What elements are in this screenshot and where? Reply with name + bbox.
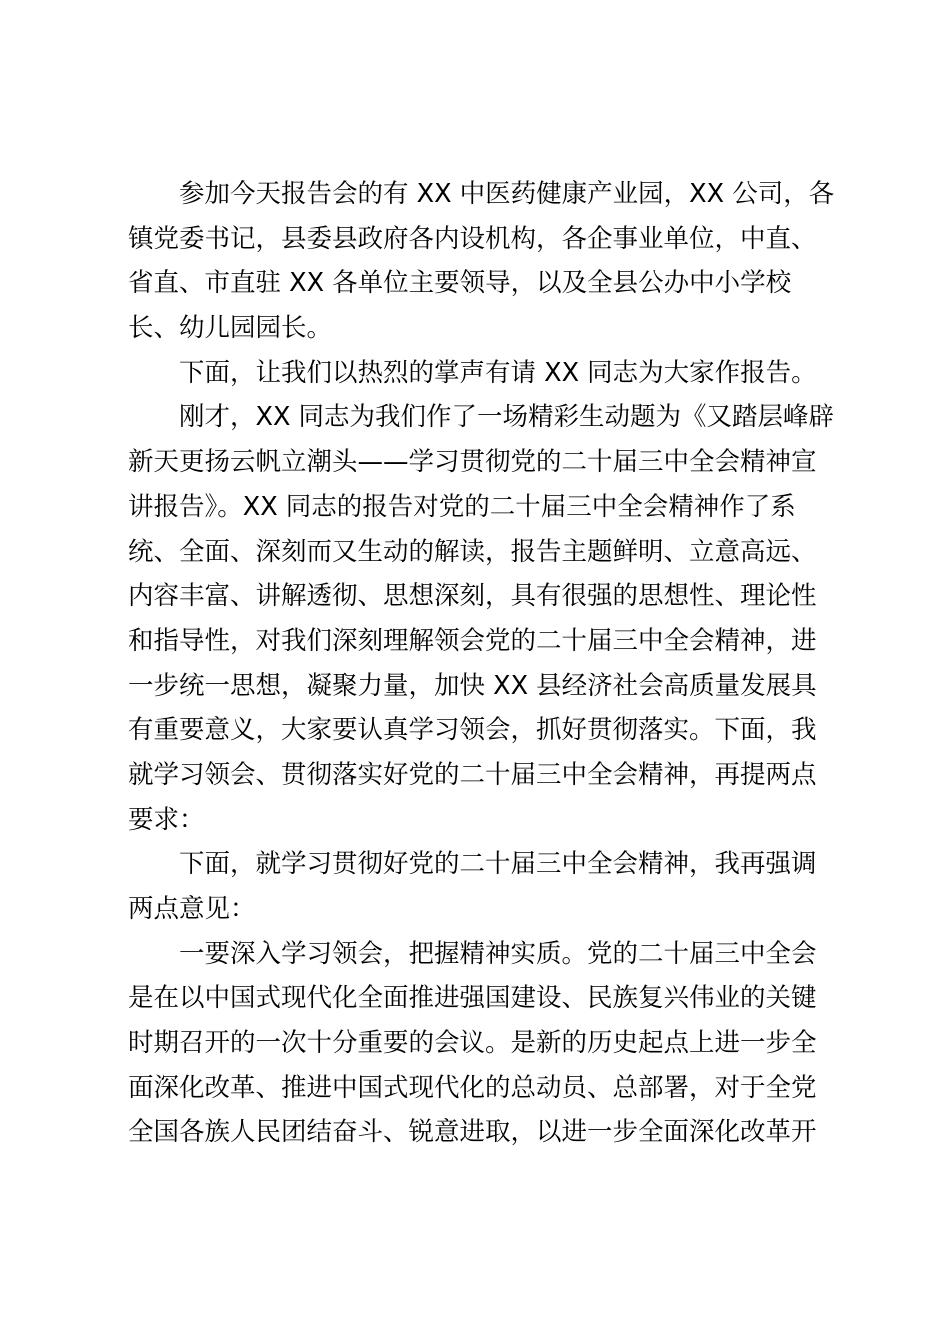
paragraph-1-line-3: 省直、市直驻 XX 各单位主要领导，以及全县公办中小学校 (128, 268, 792, 299)
paragraph-3-line-8: 有重要意义，大家要认真学习领会，抓好贯彻落实。下面，我 (128, 715, 817, 746)
paragraph-4-line-1: 下面，就学习贯彻好党的二十届三中全会精神，我再强调 (179, 849, 817, 880)
paragraph-1-line-4: 长、幼儿园园长。 (128, 313, 333, 344)
document-body (128, 172, 835, 1155)
paragraph-3-line-1: 刚才，XX 同志为我们作了一场精彩生动题为《又踏层峰辟 (179, 402, 835, 433)
paragraph-3-line-2: 新天更扬云帆立潮头——学习贯彻党的二十届三中全会精神宣 (128, 447, 817, 478)
paragraph-1-line-1: 参加今天报告会的有 XX 中医药健康产业园，XX 公司，各 (179, 179, 835, 209)
paragraph-4-line-2: 两点意见： (128, 894, 256, 924)
paragraph-3-line-3: 讲报告》。XX 同志的报告对党的二十届三中全会精神作了系 (128, 491, 796, 522)
paragraph-5-line-4: 面深化改革、推进中国式现代化的总动员、总部署，对于全党 (128, 1072, 817, 1103)
paragraph-3-line-5: 内容丰富、讲解透彻、思想深刻，具有很强的思想性、理论性 (128, 581, 817, 612)
paragraph-3-line-4: 统、全面、深刻而又生动的解读，报告主题鲜明、立意高远、 (128, 536, 817, 567)
paragraph-5-line-2: 是在以中国式现代化全面推进强国建设、民族复兴伟业的关键 (128, 983, 817, 1014)
paragraph-5-line-1: 一要深入学习领会，把握精神实质。党的二十届三中全会 (179, 938, 817, 969)
paragraph-1-line-2: 镇党委书记，县委县政府各内设机构，各企事业单位，中直、 (128, 223, 817, 254)
paragraph-2-line-1: 下面，让我们以热烈的掌声有请 XX 同志为大家作报告。 (179, 357, 817, 388)
paragraph-5-line-5: 全国各族人民团结奋斗、锐意进取，以进一步全面深化改革开 (128, 1117, 817, 1148)
paragraph-5-line-3: 时期召开的一次十分重要的会议。是新的历史起点上进一步全 (128, 1028, 817, 1059)
paragraph-3-line-6: 和指导性，对我们深刻理解领会党的二十届三中全会精神，进 (128, 625, 817, 656)
paragraph-3-line-7: 一步统一思想，凝聚力量，加快 XX 县经济社会高质量发展具 (128, 670, 817, 701)
paragraph-3-line-9: 就学习领会、贯彻落实好党的二十届三中全会精神，再提两点 (128, 759, 817, 790)
paragraph-3-line-10: 要求： (128, 804, 205, 835)
